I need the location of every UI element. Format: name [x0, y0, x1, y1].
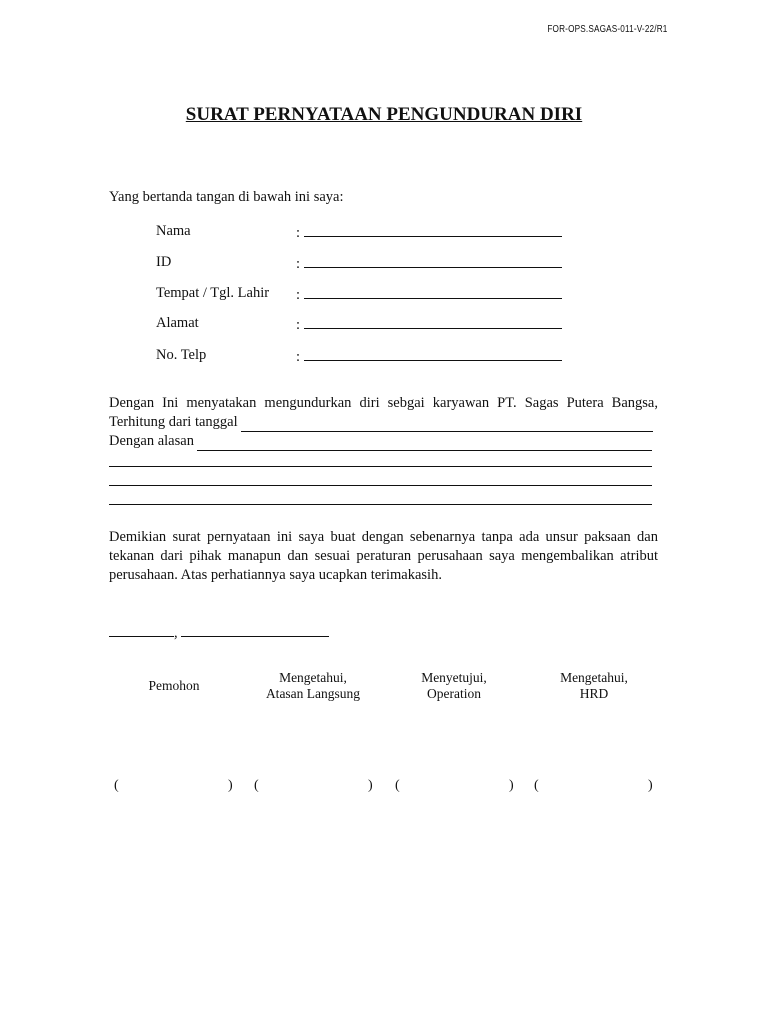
field-alamat[interactable]: [296, 314, 562, 335]
reason-extra-line[interactable]: [109, 470, 652, 486]
reason-extra-line[interactable]: [109, 489, 652, 505]
document-title: SURAT PERNYATAAN PENGUNDURAN DIRI: [185, 104, 583, 125]
field-line: [304, 222, 562, 237]
signature-close-paren: ): [368, 778, 373, 793]
signature-open-paren: (: [395, 778, 400, 793]
closing-line-1: Demikian surat pernyataan ini saya buat dengan sebenarnya tanpa ada unsur paksaan dan: [109, 529, 658, 545]
signature-title-operation: [379, 670, 529, 702]
statement-paragraph: [109, 394, 658, 508]
signature-position: Atasan Langsung: [265, 686, 361, 701]
field-line: [304, 253, 562, 268]
signature-role: Menyetujui,: [421, 670, 487, 685]
reason-line: [197, 437, 652, 451]
intro-text: Yang bertanda tangan di bawah ini saya:: [109, 189, 344, 205]
signature-title-atasan: [238, 670, 388, 702]
signature-role: Mengetahui,: [560, 670, 628, 685]
field-label-id: ID: [156, 254, 172, 270]
signature-title-pemohon: [99, 678, 249, 694]
signature-close-paren: ): [509, 778, 514, 793]
field-separator: :: [296, 317, 301, 333]
field-tempat-tgl-lahir[interactable]: [296, 284, 562, 305]
signature-position: Operation: [427, 686, 481, 701]
effective-date-label: Terhitung dari tanggal: [109, 414, 238, 430]
field-separator: :: [296, 256, 301, 272]
field-label-nama: Nama: [156, 223, 191, 239]
field-label-tempat-tgl-lahir: Tempat / Tgl. Lahir: [156, 285, 270, 301]
signature-position: HRD: [579, 686, 609, 701]
date-line: [181, 622, 329, 637]
signature-close-paren: ): [648, 778, 653, 793]
signature-open-paren: (: [114, 778, 119, 793]
statement-line-1: Dengan Ini menyatakan mengundurkan diri sebgai karyawan PT. Sagas Putera Bangsa,: [109, 395, 658, 411]
field-line: [304, 284, 562, 299]
field-label-no-telp: No. Telp: [156, 347, 207, 363]
reason-extra-line[interactable]: [109, 451, 652, 467]
field-line: [304, 314, 562, 329]
field-separator: :: [296, 287, 301, 303]
field-id[interactable]: [296, 253, 562, 274]
signature-open-paren: (: [254, 778, 259, 793]
effective-date-line: [241, 418, 653, 432]
effective-date-field[interactable]: [109, 413, 653, 432]
field-separator: :: [296, 225, 301, 241]
closing-paragraph: [109, 528, 658, 585]
signature-title-hrd: [519, 670, 669, 702]
closing-line-2: tekanan dari pihak manapun dan sesuai peraturan perusahaan saya mengembalikan atribut: [109, 548, 658, 564]
field-separator: :: [296, 349, 301, 365]
closing-line-3: perusahaan. Atas perhatiannya saya ucapkan terimakasih.: [109, 567, 442, 583]
signature-role: Pemohon: [148, 678, 200, 693]
place-date-field[interactable]: [109, 622, 329, 643]
field-no-telp[interactable]: [296, 346, 562, 367]
date-separator: ,: [174, 625, 178, 641]
place-line: [109, 622, 174, 637]
field-nama[interactable]: [296, 222, 562, 243]
signature-open-paren: (: [534, 778, 539, 793]
field-label-alamat: Alamat: [156, 315, 199, 331]
document-code: FOR-OPS.SAGAS-011-V-22/R1: [547, 24, 668, 35]
field-line: [304, 346, 562, 361]
signature-role: Mengetahui,: [279, 670, 347, 685]
signature-close-paren: ): [228, 778, 233, 793]
reason-label: Dengan alasan: [109, 433, 194, 449]
reason-field[interactable]: [109, 432, 652, 451]
